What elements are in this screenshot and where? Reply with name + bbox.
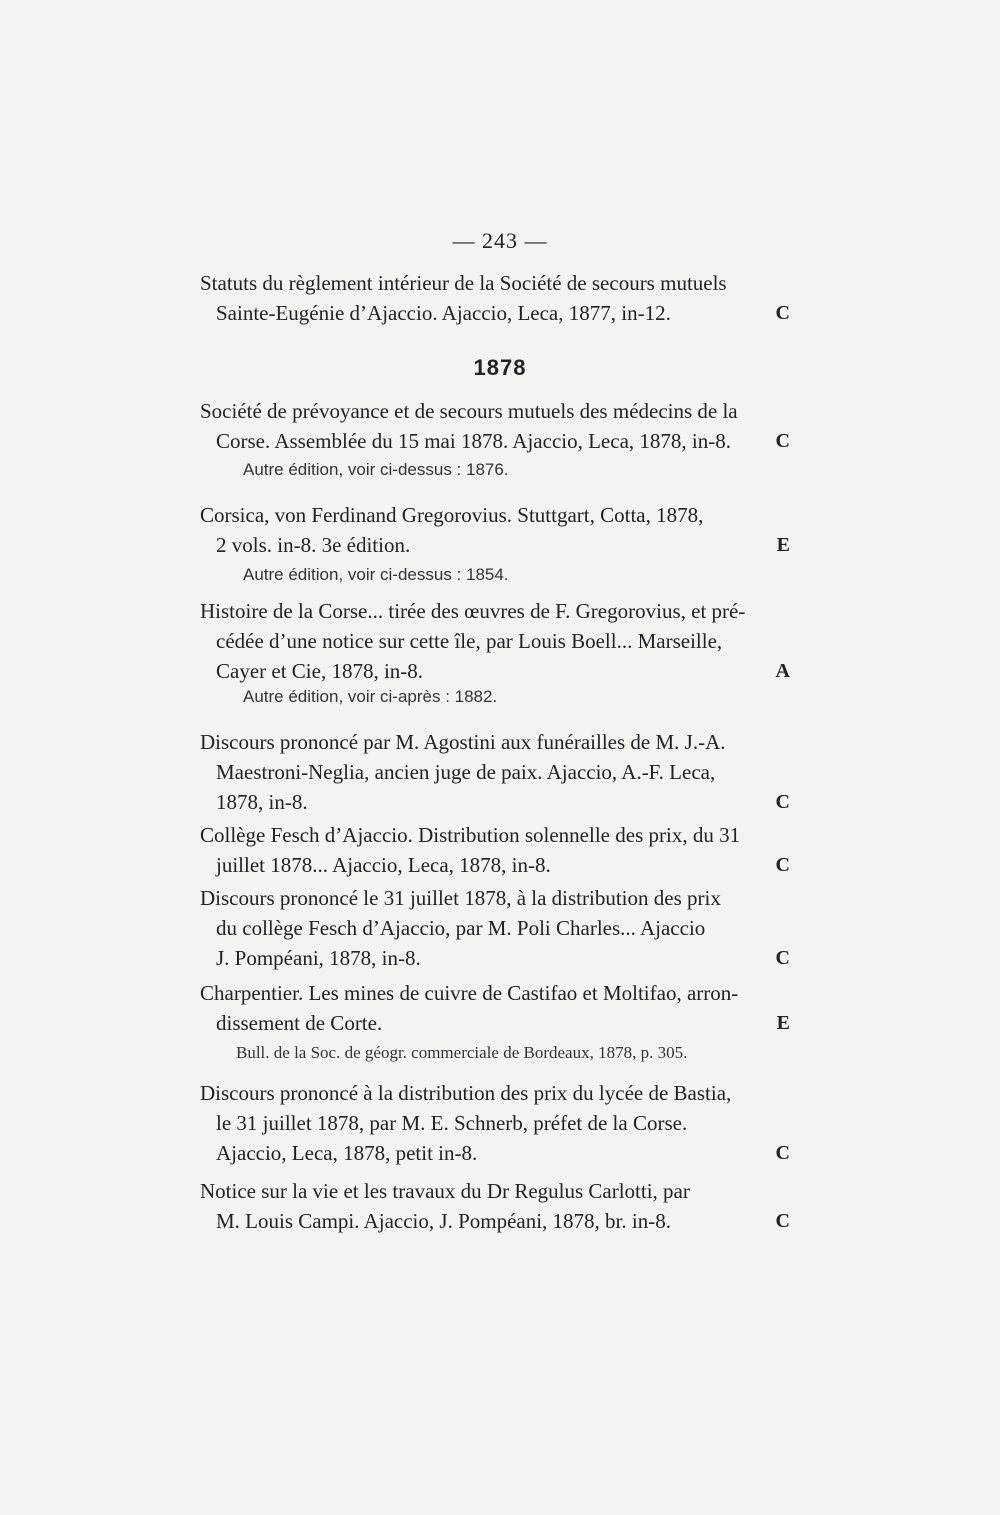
entry-line xyxy=(200,530,790,560)
entry-line: le 31 juillet 1878, par M. E. Schnerb, préfet de la Corse. xyxy=(216,1111,688,1135)
bibliography-entry xyxy=(200,1176,790,1236)
entry-note: Autre édition, voir ci-après : 1882. xyxy=(243,687,498,706)
entry-line: Corsica, von Ferdinand Gregorovius. Stuttgart, Cotta, 1878, xyxy=(200,503,704,527)
bibliography-entry xyxy=(200,596,790,686)
bibliography-entry xyxy=(200,268,790,328)
entry-line-text: 2 vols. in-8. 3e édition. xyxy=(216,533,411,557)
entry-line xyxy=(200,850,790,880)
entry-line xyxy=(200,1138,790,1168)
entry-line xyxy=(200,1206,790,1236)
page-number: — 243 — xyxy=(452,228,548,253)
library-code: C xyxy=(775,854,790,876)
entry-line: Statuts du règlement intérieur de la Société de secours mutuels xyxy=(200,271,727,295)
entry-line: Histoire de la Corse... tirée des œuvres de F. Gregorovius, et pré- xyxy=(200,599,746,623)
bibliography-entry xyxy=(200,820,790,880)
entry-line-text: dissement de Corte. xyxy=(216,1011,383,1035)
entry-line: Discours prononcé par M. Agostini aux funérailles de M. J.-A. xyxy=(200,730,726,754)
library-code: E xyxy=(776,534,790,556)
entry-line xyxy=(200,943,790,973)
entry-line: Maestroni-Neglia, ancien juge de paix. Ajaccio, A.-F. Leca, xyxy=(216,760,716,784)
library-code: C xyxy=(775,1210,790,1232)
library-code: C xyxy=(775,302,790,324)
entry-line-text: Cayer et Cie, 1878, in-8. xyxy=(216,659,424,683)
bibliography-entry xyxy=(200,727,790,817)
entry-note: Autre édition, voir ci-dessus : 1854. xyxy=(243,565,509,584)
entry-note: Autre édition, voir ci-dessus : 1876. xyxy=(243,460,509,479)
library-code: E xyxy=(776,1012,790,1034)
bibliography-entry xyxy=(200,1078,790,1168)
entry-line: Discours prononcé à la distribution des prix du lycée de Bastia, xyxy=(200,1081,732,1105)
entry-line-text: 1878, in-8. xyxy=(216,790,308,814)
entry-line-text: J. Pompéani, 1878, in-8. xyxy=(216,946,421,970)
entry-line: Charpentier. Les mines de cuivre de Castifao et Moltifao, arron- xyxy=(200,981,739,1005)
library-code: A xyxy=(775,660,790,682)
bibliography-entry xyxy=(200,396,790,456)
entry-line: Discours prononcé le 31 juillet 1878, à la distribution des prix xyxy=(200,886,721,910)
library-code: C xyxy=(775,947,790,969)
entry-line-text: M. Louis Campi. Ajaccio, J. Pompéani, 1878, br. in-8. xyxy=(216,1209,671,1233)
entry-line-text: Sainte-Eugénie d’Ajaccio. Ajaccio, Leca, 1877, in-12. xyxy=(216,301,671,325)
entry-line-text: juillet 1878... Ajaccio, Leca, 1878, in-8. xyxy=(216,853,551,877)
entry-line: Société de prévoyance et de secours mutuels des médecins de la xyxy=(200,399,738,423)
entry-line xyxy=(200,426,790,456)
entry-line-text: Ajaccio, Leca, 1878, petit in-8. xyxy=(216,1141,478,1165)
bibliography-entry xyxy=(200,500,790,560)
library-code: C xyxy=(775,791,790,813)
entry-line xyxy=(200,1008,790,1038)
entry-line: Notice sur la vie et les travaux du Dr Regulus Carlotti, par xyxy=(200,1179,690,1203)
entry-line xyxy=(200,787,790,817)
year-heading: 1878 xyxy=(473,355,527,380)
library-code: C xyxy=(775,430,790,452)
entry-line xyxy=(200,298,790,328)
bibliography-entry xyxy=(200,978,790,1038)
entry-line xyxy=(200,656,790,686)
entry-line: cédée d’une notice sur cette île, par Louis Boell... Marseille, xyxy=(216,629,723,653)
entry-note: Bull. de la Soc. de géogr. commerciale de Bordeaux, 1878, p. 305. xyxy=(236,1043,688,1062)
library-code: C xyxy=(775,1142,790,1164)
entry-line: Collège Fesch d’Ajaccio. Distribution solennelle des prix, du 31 xyxy=(200,823,741,847)
entry-line: du collège Fesch d’Ajaccio, par M. Poli Charles... Ajaccio xyxy=(216,916,706,940)
entry-line-text: Corse. Assemblée du 15 mai 1878. Ajaccio, Leca, 1878, in-8. xyxy=(216,429,731,453)
bibliography-entry xyxy=(200,883,790,973)
